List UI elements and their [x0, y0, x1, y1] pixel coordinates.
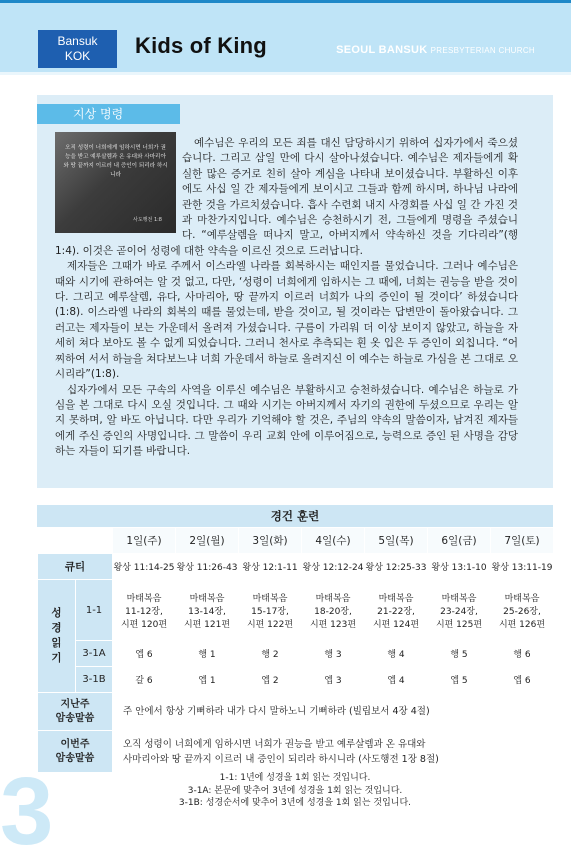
reading-row-3-1a: [38, 641, 554, 667]
reading-cell: 행 4: [365, 641, 428, 667]
day-header: 3일(화): [239, 528, 302, 554]
reading-cell: 엡 4: [365, 667, 428, 693]
last-week-label-line: 암송말씀: [55, 712, 95, 724]
reading-line: 시편 125편: [435, 619, 483, 630]
qt-label: 큐티: [38, 554, 113, 580]
bible-reading-char: 경: [51, 622, 62, 634]
article-paragraph-3: 십자가에서 모든 구속의 사역을 이루신 예수님은 부활하시고 승천하셨습니다. 예수님은 하늘로 가심을 본 그대로 다시 오실 것입니다. 그 때와 시기는 아버지께서 자기의 권한에 두셨으므로 우리는 알지 못하며, 알 바도 아닙니다. 다만 우리가 기억해야 할 것은, 주님의 약속의 말씀이자, 남겨진 제자들에게 주신 증인의 사명입니다. 그 말씀이 우리 교회 안에 이루어짐으로, 능력으로 증인 된 사명을 감당하는 자들이 되기를 바랍니다.: [55, 383, 518, 458]
note-line: 1-1: 1년에 성경을 1회 읽는 것입니다.: [219, 773, 371, 783]
reading-line: 시편 123편: [309, 619, 357, 630]
church-name-sub: PRESBYTERIAN CHURCH: [430, 46, 535, 55]
reading-line: 시편 126편: [498, 619, 546, 630]
church-name-main: SEOUL BANSUK: [336, 44, 428, 56]
article-paragraph-2: 제자들은 그때가 바로 주께서 이스라엘 나라를 회복하시는 때인지를 물었습니다. 그러나 예수님은 때와 시기에 관하여는 알 것 없고, 다만, ‘성령이 너희에게 임하시는 그 때에, 너희는 권능을 받을 것이다. 그리고 예루살렘, 유다, 사마리아, 땅 끝까지 이르러 너희가 나의 증인이 될 것이다’ 하셨습니다(1:8). 이스라엘 나라의 회복의 때를 물었는데, 받을 것이고, 될 것이라는 답변만이 돌아왔습니다. 그러고는 제자들이 보는 가운데서 올려져 가셨습니다. 구름이 가리워 더 이상 보이지 않았고, 하늘을 자세히 쳐다 보아도 볼 수 없게 되었습니다. 그러니 천사로 추측되는 흰 옷 입은 두 증인이 외칩니다. “어찌하여 서서 하늘을 쳐다보느냐 너희 가운데서 하늘로 올려지신 이 예수는 하늘로 가심을 본 그대로 오시리라”(1:8).: [55, 260, 518, 381]
reading-cell: 엡 5: [428, 667, 491, 693]
plan-label: 1-1: [76, 580, 113, 641]
reading-cell: 행 1: [176, 641, 239, 667]
reading-line: 23-24장,: [440, 606, 478, 617]
devotion-training: [37, 505, 553, 773]
reading-line: 마태복음: [315, 593, 351, 604]
bible-reading-label: [38, 580, 76, 693]
reading-cell: 엡 3: [302, 667, 365, 693]
qt-cell: 왕상 13:11-19: [491, 554, 554, 580]
last-week-label: [38, 693, 113, 731]
this-week-row: [38, 731, 554, 773]
reading-line: 마태복음: [189, 593, 225, 604]
qt-cell: 왕상 13:1-10: [428, 554, 491, 580]
reading-line: 25-26장,: [503, 606, 541, 617]
reading-cell: [113, 580, 176, 641]
day-header: 1일(주): [113, 528, 176, 554]
header-top-line: [0, 0, 571, 3]
last-week-verse: 주 안에서 항상 기뻐하라 내가 다시 말하노니 기뻐하라 (빌립보서 4장 4절): [113, 693, 554, 731]
bible-reading-char: 기: [51, 652, 62, 664]
reading-cell: 행 6: [491, 641, 554, 667]
training-table: [37, 527, 554, 773]
reading-line: 시편 120편: [120, 619, 168, 630]
plan-label: 3-1B: [76, 667, 113, 693]
reading-line: 13-14장,: [188, 606, 226, 617]
reading-line: 마태복음: [378, 593, 414, 604]
day-header: 2일(월): [176, 528, 239, 554]
article-paragraph-1: 예수님은 우리의 모든 죄를 대신 담당하시기 위하여 십자가에서 죽으셨습니다. 그리고 삼일 만에 다시 살아나셨습니다. 예수님은 제자들에게 확실한 많은 증거로 친히 살아 계심을 나타내 보이셨습니다. 부활하신 이후에도 사십 일 간 제자들에게 보이시고 그들과 함께 하시며, 하나님 나라에 관한 것을 가르치셨습니다. 흡사 수련회 내지 사경회를 사십 일 간 가진 것과 마찬가지입니다. 예수님은 승천하시기 전, 그들에게 명령을 주셨습니다. “예루살렘을 떠나지 말고, 아버지께서 약속하신 것을 기다리라”(행 1:4). 이것은 곧이어 성령에 대한 약속을 이르신 것으로 드러납니다.: [55, 137, 518, 257]
corner-cell: [38, 528, 113, 554]
day-header: 4일(수): [302, 528, 365, 554]
reading-cell: 행 2: [239, 641, 302, 667]
reading-cell: 엡 1: [176, 667, 239, 693]
scripture-photo: [55, 132, 176, 233]
reading-line: 마태복음: [252, 593, 288, 604]
reading-cell: [428, 580, 491, 641]
note-line: 3-1B: 성경순서에 맞추어 3년에 성경을 1회 읽는 것입니다.: [178, 798, 412, 808]
reading-line: 마태복음: [504, 593, 540, 604]
newsletter-title: Kids of King: [135, 33, 267, 58]
qt-cell: 왕상 12:1-11: [239, 554, 302, 580]
bible-reading-char: 성: [51, 607, 62, 619]
reading-cell: [491, 580, 554, 641]
day-header: 5일(목): [365, 528, 428, 554]
header-bottom-line: [0, 72, 571, 75]
reading-row-3-1b: [38, 667, 554, 693]
logo-line1: Bansuk: [57, 34, 98, 48]
photo-scripture-text: 오직 성령이 너희에게 임하시면 너희가 권능을 받고 예루살렘과 온 유대와 사마리아와 땅 끝까지 이르러 내 증인이 되리라 하시니라: [63, 145, 168, 178]
qt-cell: 왕상 12:12-24: [302, 554, 365, 580]
reading-line: 15-17장,: [251, 606, 289, 617]
reading-cell: 행 3: [302, 641, 365, 667]
this-week-verse-line: 사마리아와 땅 끝까지 이르러 내 증인이 되리라 하시니라 (사도행전 1장 8절): [123, 753, 439, 765]
plan-label: 3-1A: [76, 641, 113, 667]
bansuk-kok-logo: [38, 30, 117, 68]
reading-line: 18-20장,: [314, 606, 352, 617]
qt-cell: 왕상 11:14-25: [113, 554, 176, 580]
this-week-label-line: 이번주: [60, 738, 90, 750]
qt-cell: 왕상 11:26-43: [176, 554, 239, 580]
last-week-label-line: 지난주: [60, 698, 90, 710]
reading-row-1-1: [38, 580, 554, 641]
reading-line: 시편 122편: [246, 619, 294, 630]
qt-row: [38, 554, 554, 580]
reading-cell: 갈 6: [113, 667, 176, 693]
reading-cell: [176, 580, 239, 641]
days-row: [38, 528, 554, 554]
logo-line2: KOK: [64, 49, 91, 63]
reading-line: 시편 121편: [183, 619, 231, 630]
note-line: 3-1A: 본문에 맞추어 3년에 성경을 1회 읽는 것입니다.: [187, 785, 403, 796]
section-title: 지상 명령: [37, 104, 180, 124]
church-name: [336, 44, 535, 56]
reading-line: 21-22장,: [377, 606, 415, 617]
this-week-verse-line: 오직 성령이 너희에게 임하시면 너희가 권능을 받고 예루살렘과 온 유대와: [123, 738, 426, 750]
day-header: 7일(토): [491, 528, 554, 554]
this-week-verse: [113, 731, 554, 773]
reading-cell: [302, 580, 365, 641]
reading-plan-notes: [37, 772, 553, 810]
reading-cell: [365, 580, 428, 641]
this-week-label-line: 암송말씀: [55, 752, 95, 764]
page-number: 3: [0, 758, 54, 865]
page-header: [0, 0, 571, 75]
reading-cell: 엡 6: [491, 667, 554, 693]
day-header: 6일(금): [428, 528, 491, 554]
last-week-row: [38, 693, 554, 731]
reading-line: 11-12장,: [125, 606, 163, 617]
reading-line: 마태복음: [126, 593, 162, 604]
reading-cell: 행 5: [428, 641, 491, 667]
reading-line: 마태복음: [441, 593, 477, 604]
reading-cell: [239, 580, 302, 641]
reading-line: 시편 124편: [372, 619, 420, 630]
photo-scripture-ref: 사도행전 1:8: [133, 217, 162, 223]
qt-cell: 왕상 12:25-33: [365, 554, 428, 580]
bible-reading-char: 읽: [51, 637, 62, 649]
reading-cell: 엡 2: [239, 667, 302, 693]
reading-cell: 엡 6: [113, 641, 176, 667]
training-title: 경건 훈련: [37, 505, 553, 527]
